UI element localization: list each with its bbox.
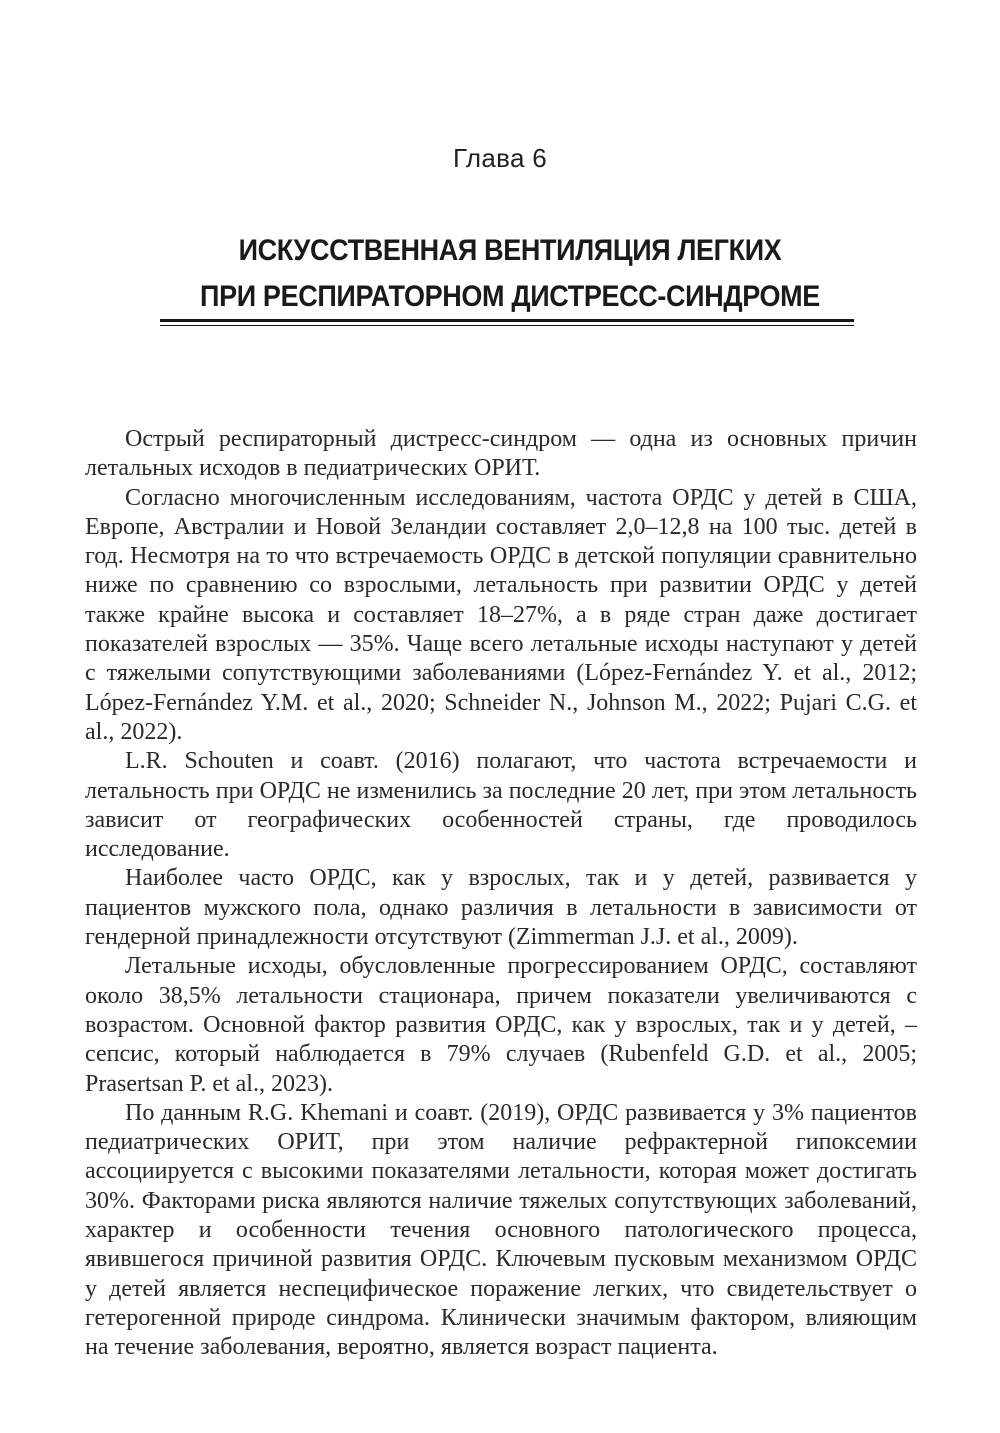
title-underline-thick bbox=[160, 319, 854, 322]
paragraph-6: По данным R.G. Khemani и соавт. (2019), ОРДС развивается у 3% пациентов педиатрических ОРИТ, при этом наличие рефрактерной гипоксемии ассоциируется с высокими показателями летальности, которая может достигать 30%. Факторами риска являются наличие тяжелых сопутствующих заболеваний, характер и особенности течения основного патологического процесса, явившегося причиной развития ОРДС. Ключевым пусковым механизмом ОРДС у детей является неспецифическое поражение легких, что свидетельствует о гетерогенной природе синдрома. Клинически значимым фактором, влияющим на течение заболевания, вероятно, является возраст пациента. bbox=[85, 1099, 917, 1361]
paragraph-3: L.R. Schouten и соавт. (2016) полагают, что частота встречаемости и летальность при ОРДС не изменились за последние 20 лет, при этом летальность зависит от географических особенностей страны, где проводилось исследование. bbox=[85, 748, 917, 863]
paragraph-2: Согласно многочисленным исследованиям, частота ОРДС у детей в США, Европе, Австралии и Новой Зеландии составляет 2,0–12,8 на 100 тыс. детей в год. Несмотря на то что встречаемость ОРДС в детской популяции сравнительно ниже по сравнению со взрослыми, летальность при развитии ОРДС у детей также крайне высока и составляет 18–27%, а в ряде стран даже достигает показателей взрослых — 35%. Чаще всего летальные исходы наступают у детей с тяжелыми сопутствующими заболеваниями (López-Fernández Y. et al., 2012; López-Fernández Y.M. et al., 2020; Schneider N., Johnson M., 2022; Pujari C.G. et al., 2022). bbox=[85, 484, 917, 745]
title-underline-thin bbox=[160, 325, 854, 326]
paragraph-1: Острый респираторный дистресс-синдром — одна из основных причин летальных исходов в педиатрических ОРИТ. bbox=[85, 426, 917, 482]
paragraph-4: Наиболее часто ОРДС, как у взрослых, так и у детей, развивается у пациентов мужского пола, однако различия в летальности в зависимости от гендерной принадлежности отсутствуют (Zimmerman J.J. et al., 2009). bbox=[85, 865, 917, 951]
chapter-title-line-2: ПРИ РЕСПИРАТОРНОМ ДИСТРЕСС-СИНДРОМЕ bbox=[200, 280, 820, 313]
chapter-title bbox=[123, 228, 897, 320]
chapter-title-line-1: ИСКУССТВЕННАЯ ВЕНТИЛЯЦИЯ ЛЕГКИХ bbox=[238, 234, 782, 267]
body-text bbox=[85, 425, 917, 1363]
paragraph-5: Летальные исходы, обусловленные прогрессированием ОРДС, составляют около 38,5% летальности стационара, причем показатели увеличиваются с возрастом. Основной фактор развития ОРДС, как у взрослых, так и у детей, – сепсис, который наблюдается в 79% случаев (Rubenfeld G.D. et al., 2005; Prasertsan P. et al., 2023). bbox=[85, 953, 917, 1097]
chapter-label: Глава 6 bbox=[452, 143, 547, 173]
